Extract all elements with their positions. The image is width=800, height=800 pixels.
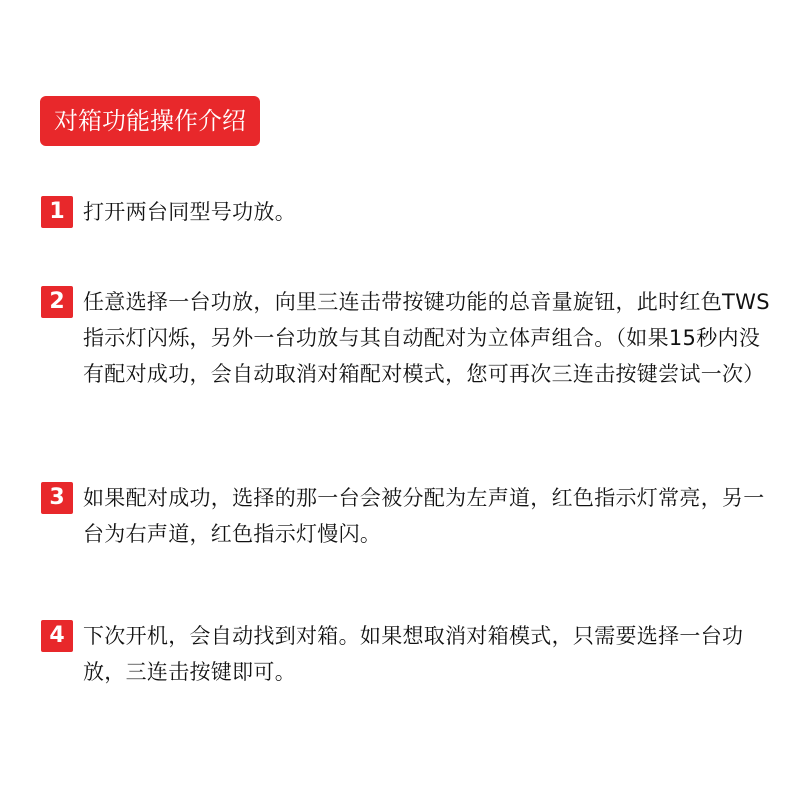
step-item-1 [41,194,771,230]
step-number-badge: 4 [41,620,73,652]
step-text: 任意选择一台功放，向里三连击带按键功能的总音量旋钮，此时红色TWS指示灯闪烁，另外一台功放与其自动配对为立体声组合。（如果15秒内没有配对成功，会自动取消对箱配对模式，您可再次三连击按键尝试一次） [83,290,770,386]
step-text: 如果配对成功，选择的那一台会被分配为左声道，红色指示灯常亮，另一台为右声道，红色指示灯慢闪。 [83,486,765,546]
step-item-2 [41,284,771,392]
page-title: 对箱功能操作介绍 [40,96,260,146]
step-number-badge: 2 [41,286,73,318]
step-item-4 [41,618,771,690]
step-number-badge: 1 [41,196,73,228]
step-text: 打开两台同型号功放。 [83,200,296,224]
step-number-badge: 3 [41,482,73,514]
step-item-3 [41,480,771,552]
step-text: 下次开机，会自动找到对箱。如果想取消对箱模式，只需要选择一台功放，三连击按键即可。 [83,624,744,684]
